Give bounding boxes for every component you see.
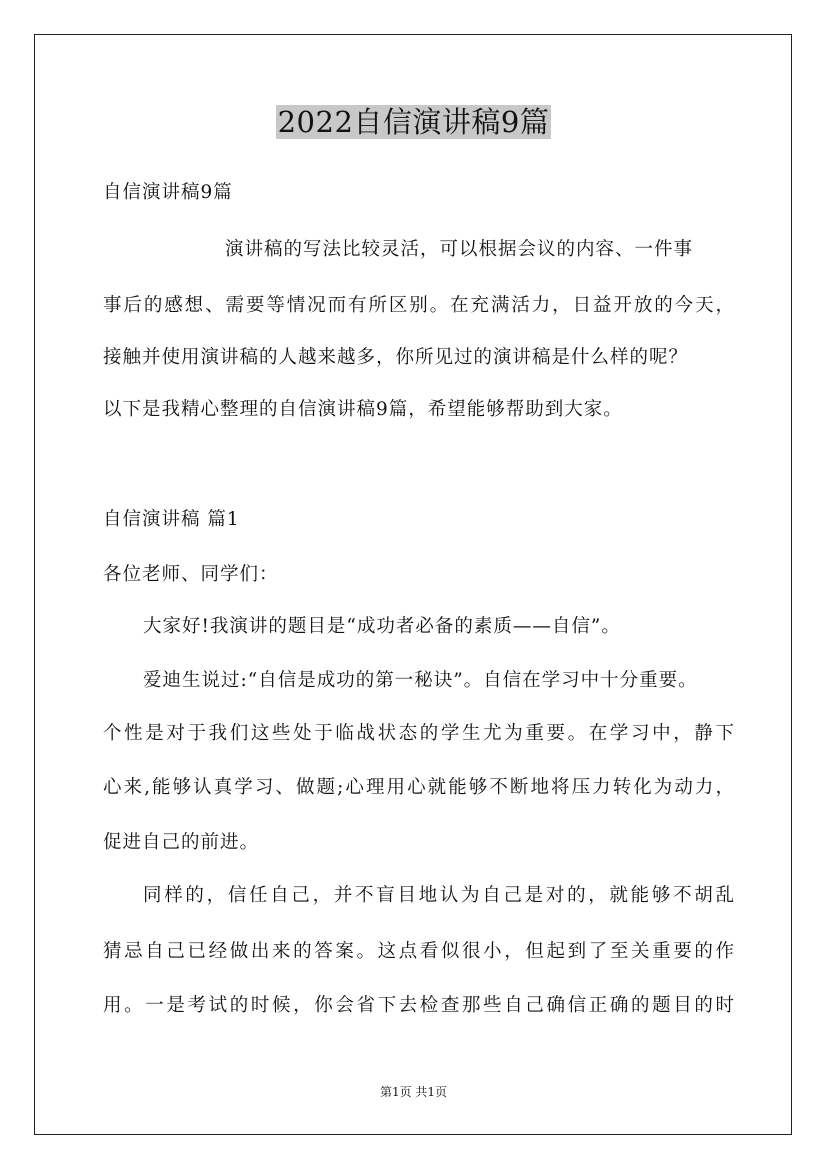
salutation: 各位老师、同学们： <box>103 564 279 585</box>
document-title-text: 2022自信演讲稿9篇 <box>277 105 550 139</box>
page-footer: 第1页 共1页 <box>379 1085 448 1099</box>
document-subtitle: 自信演讲稿9篇 <box>103 182 233 203</box>
body-line: 个性是对于我们这些处于临战状态的学生尤为重要。在学习中，静下 <box>103 723 735 744</box>
intro-line: 演讲稿的写法比较灵活，可以根据会议的内容、一件事 <box>225 239 694 260</box>
document-title <box>0 102 827 142</box>
intro-line: 接触并使用演讲稿的人越来越多，你所见过的演讲稿是什么样的呢？ <box>103 347 689 368</box>
body-line: 大家好!我演讲的题目是“成功者必备的素质——自信”。 <box>143 616 621 637</box>
body-line: 促进自己的前进。 <box>103 832 260 853</box>
section-heading: 自信演讲稿 篇1 <box>103 509 240 530</box>
body-line: 同样的，信任自己，并不盲目地认为自己是对的，就能够不胡乱 <box>143 885 735 906</box>
intro-line: 以下是我精心整理的自信演讲稿9篇，希望能够帮助到大家。 <box>103 399 623 420</box>
body-line: 爱迪生说过:“自信是成功的第一秘诀”。自信在学习中十分重要。 <box>143 670 698 691</box>
body-line: 心来,能够认真学习、做题;心理用心就能够不断地将压力转化为动力， <box>103 777 735 798</box>
body-line: 用。一是考试的时候，你会省下去检查那些自己确信正确的题目的时 <box>103 995 735 1016</box>
body-line: 猜忌自己已经做出来的答案。这点看似很小，但起到了至关重要的作 <box>103 941 735 962</box>
intro-line: 事后的感想、需要等情况而有所区别。在充满活力，日益开放的今天， <box>103 295 735 316</box>
